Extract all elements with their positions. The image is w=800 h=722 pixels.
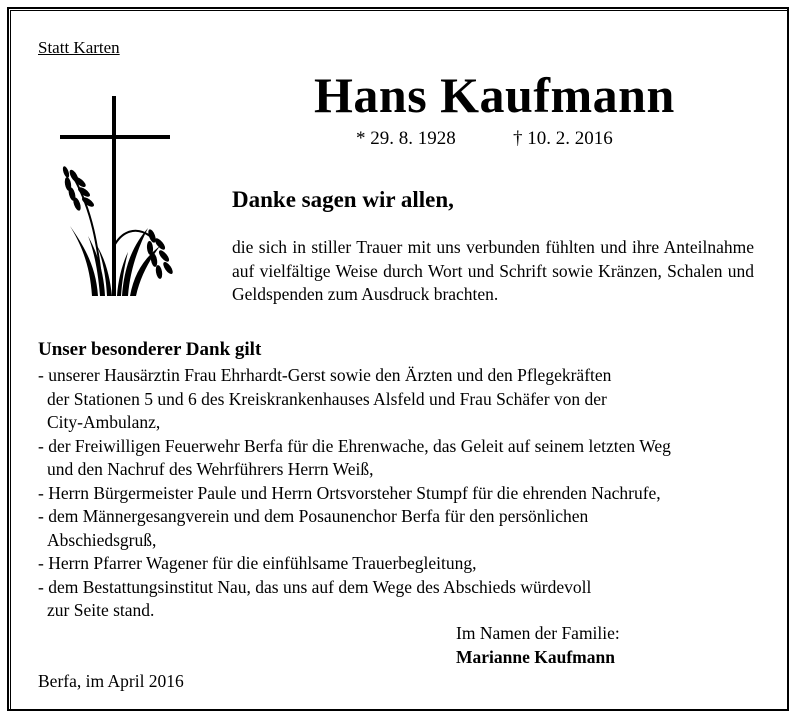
thanks-item-line: - Herrn Bürgermeister Paule und Herrn Ortsvorsteher Stumpf für die ehrenden Nachrufe, — [38, 482, 661, 503]
thanks-item — [38, 576, 768, 623]
deceased-name: Hans Kaufmann — [314, 67, 675, 123]
thanks-item-line: City-Ambulanz, — [47, 412, 161, 432]
signature-name: Marianne Kaufmann — [456, 647, 615, 667]
signature-intro: Im Namen der Familie: — [456, 623, 620, 643]
statt-karten-label: Statt Karten — [38, 38, 120, 57]
thanks-item — [38, 482, 768, 506]
thanks-item-line: - Herrn Pfarrer Wagener für die einfühlsame Trauerbegleitung, — [38, 553, 477, 573]
birth-date: * 29. 8. 1928 — [356, 128, 456, 149]
thanks-item-line: zur Seite stand. — [47, 600, 155, 620]
thanks-item-line: und den Nachruf des Wehrführers Herrn Weiß, — [47, 459, 374, 479]
thanks-item-line: - dem Bestattungsinstitut Nau, das uns auf dem Wege des Abschieds würdevoll — [38, 576, 592, 597]
special-thanks-heading: Unser besonderer Dank gilt — [38, 339, 262, 360]
thanks-item — [38, 505, 768, 552]
thanks-item — [38, 435, 768, 482]
place-date: Berfa, im April 2016 — [38, 671, 184, 691]
thanks-item-line: der Stationen 5 und 6 des Kreiskrankenhauses Alsfeld und Frau Schäfer von der — [47, 388, 607, 409]
thanks-item-line: - der Freiwilligen Feuerwehr Berfa für die Ehrenwache, das Geleit auf seinem letzten Weg — [38, 435, 671, 456]
special-thanks-list — [38, 364, 768, 623]
thanks-item — [38, 364, 768, 435]
thanks-paragraph: die sich in stiller Trauer mit uns verbunden fühlten und ihre Anteilnahme auf vielfältige Weise durch Wort und Schrift sowie Kränzen, Schalen und Geldspenden zum Ausdruck brachten. — [232, 237, 754, 304]
thanks-item-line: - unserer Hausärztin Frau Ehrhardt-Gerst sowie den Ärzten und den Pflegekräften — [38, 365, 612, 385]
thanks-item-line: - dem Männergesangverein und dem Posaunenchor Berfa für den persönlichen — [38, 506, 589, 526]
thanks-item-line: Abschiedsgruß, — [47, 529, 157, 550]
thanks-item — [38, 552, 768, 576]
death-date: † 10. 2. 2016 — [513, 128, 613, 149]
thanks-heading: Danke sagen wir allen, — [232, 187, 454, 212]
cross-with-wheat-icon — [52, 96, 177, 296]
